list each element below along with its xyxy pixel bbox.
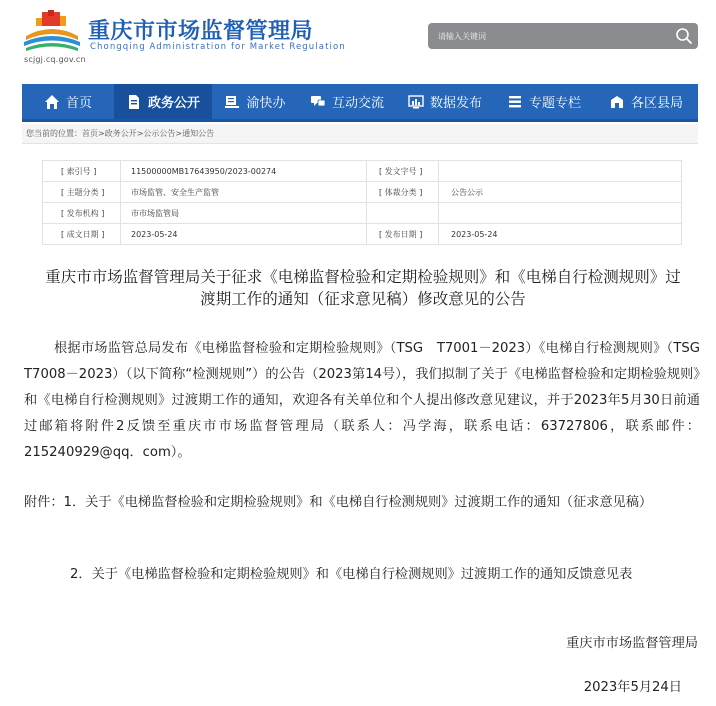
breadcrumb-prefix: 您当前的位置： (26, 129, 82, 138)
table-row (43, 203, 682, 224)
breadcrumb-separator: > (175, 129, 183, 138)
building-icon (609, 94, 625, 110)
list-icon (507, 94, 523, 110)
nav-item-data-release[interactable] (396, 84, 494, 119)
breadcrumb-notifications[interactable]: 通知公告 (182, 129, 215, 138)
article-paragraph: 根据市场监管总局发布《电梯监督检验和定期检验规则》（TSG T7001－2023）《电梯自行检测规则》（TSG T7008－2023）（以下简称“检测规则”）的公告（2023第14号），我们拟制了关于《电梯监督检验和定期检验规则》和《电梯自行检测规则》过渡期工作的通知，欢迎各有关单位和个人提出修改意见建议，并于2023年5月30日前通过邮箱将附件2反馈至重庆市市场监督管理局（联系人：冯学海，联系电话：63727806，联系邮件：215240929@qq．com）。 (24, 341, 714, 460)
meta-key: [ 发文字号 ] (367, 161, 439, 182)
meta-key (367, 203, 439, 224)
site-title[interactable]: 重庆市市场监督管理局 (88, 19, 314, 44)
nav-item-government-affairs[interactable] (114, 84, 212, 119)
publish-date: 2023年5月24日 (583, 680, 682, 695)
data-icon (408, 94, 424, 110)
nav-item-label: 互动交流 (331, 96, 384, 111)
breadcrumb (22, 124, 698, 144)
meta-value: 市场监管、安全生产监管 (121, 182, 367, 203)
breadcrumb-separator: > (136, 129, 144, 138)
table-row (43, 182, 682, 203)
service-icon (224, 94, 240, 110)
nav-item-interaction[interactable] (298, 84, 396, 119)
search-box (428, 23, 698, 49)
signature: 重庆市市场监督管理局 (566, 636, 698, 651)
nav-item-districts[interactable] (594, 84, 698, 119)
meta-value (439, 203, 682, 224)
meta-key: [ 成文日期 ] (43, 224, 121, 245)
article-title: 重庆市市场监督管理局关于征求《电梯监督检验和定期检验规则》和《电梯自行检测规则》过渡期工作的通知（征求意见稿）修改意见的公告 (45, 268, 681, 308)
meta-key: [ 索引号 ] (43, 161, 121, 182)
nav-item-label: 渝快办 (246, 96, 286, 111)
attachment-link-2[interactable]: 2．关于《电梯监督检验和定期检验规则》和《电梯自行检测规则》过渡期工作的通知反馈意见表 (70, 567, 633, 582)
meta-value: 公告公示 (439, 182, 682, 203)
search-input[interactable] (428, 23, 668, 49)
breadcrumb-government-affairs[interactable]: 政务公开 (104, 129, 137, 138)
main-nav (22, 84, 698, 122)
document-meta-table (42, 160, 682, 245)
table-row (43, 224, 682, 245)
chat-icon (310, 94, 326, 110)
meta-value: 2023-05-24 (439, 224, 682, 245)
meta-key: [ 主题分类 ] (43, 182, 121, 203)
nav-item-home[interactable] (22, 84, 114, 119)
search-icon[interactable] (674, 26, 694, 46)
home-icon (44, 94, 60, 110)
nav-item-label: 首页 (65, 96, 92, 111)
nav-item-label: 数据发布 (429, 96, 482, 111)
document-icon (126, 94, 142, 110)
nav-item-yukuaiban[interactable] (212, 84, 298, 119)
meta-value: 市市场监管局 (121, 203, 367, 224)
table-row (43, 161, 682, 182)
logo-emblem-icon[interactable] (22, 10, 82, 54)
nav-item-label: 政务公开 (147, 96, 200, 111)
breadcrumb-public-notice[interactable]: 公示公告 (143, 129, 176, 138)
attachment-link-1[interactable]: 附件：1．关于《电梯监督检验和定期检验规则》和《电梯自行检测规则》过渡期工作的通知（征求意见稿） (24, 495, 653, 510)
meta-key: [ 发布机构 ] (43, 203, 121, 224)
site-url: scjgj.cq.gov.cn (24, 55, 86, 64)
meta-key: [ 发布日期 ] (367, 224, 439, 245)
meta-key: [ 体裁分类 ] (367, 182, 439, 203)
breadcrumb-separator: > (98, 129, 105, 138)
meta-value: 11500000MB17643950/2023-00274 (121, 161, 367, 182)
nav-item-label: 专题专栏 (528, 96, 581, 111)
nav-item-label: 各区县局 (630, 96, 683, 111)
site-header (0, 0, 716, 78)
breadcrumb-home[interactable]: 首页 (82, 129, 98, 138)
nav-item-special-topics[interactable] (494, 84, 594, 119)
meta-value (439, 161, 682, 182)
meta-value: 2023-05-24 (121, 224, 367, 245)
site-subtitle: Chongqing Administration for Market Regulation (90, 42, 346, 52)
